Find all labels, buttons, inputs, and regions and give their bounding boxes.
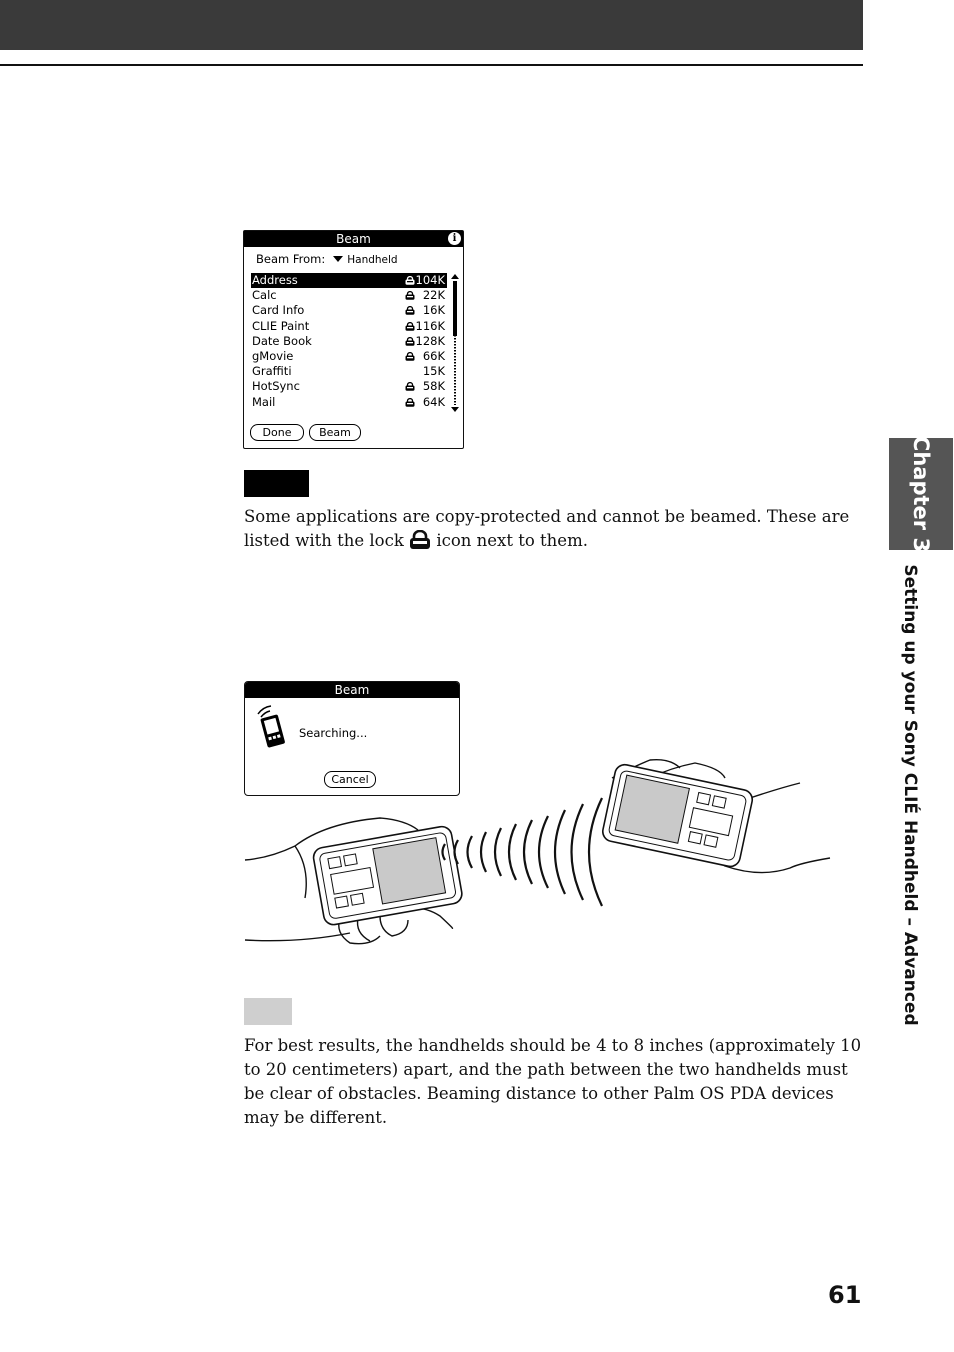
list-item[interactable] (251, 334, 447, 349)
beam-dialog-title: Beam i (244, 231, 463, 247)
scroll-thumb[interactable] (453, 281, 457, 336)
app-size: 16K (422, 303, 445, 318)
note-paragraph: Some applications are copy-protected and cannot be beamed. These are listed with the lock icon next to them. (244, 507, 850, 550)
app-size: 64K (422, 394, 445, 409)
app-name: Graffiti (252, 364, 292, 379)
beam-dialog-screenshot (243, 230, 464, 449)
app-size: 128K (415, 333, 445, 348)
lock-icon (405, 291, 415, 300)
list-item[interactable] (251, 288, 447, 303)
chapter-label: Chapter 3 (909, 435, 933, 553)
tip-paragraph: For best results, the handhelds should be 4 to 8 inches (approximately 10 to 20 centimeters) apart, and the path between the two handhelds must be clear of obstacles. Beaming distance to other Palm OS PDA devices may be different. (244, 1036, 862, 1127)
app-name: Address (252, 273, 298, 287)
beaming-handhelds-illustration (240, 748, 840, 958)
scroll-down-arrow-icon[interactable] (451, 407, 459, 412)
beam-button[interactable]: Beam (309, 424, 361, 441)
tip-label-box (244, 998, 292, 1025)
app-name: CLIE Paint (252, 318, 310, 333)
app-name: HotSync (252, 379, 300, 394)
beam-from-value[interactable]: Handheld (347, 254, 398, 266)
app-name: Calc (252, 288, 277, 303)
app-size: 22K (422, 288, 445, 303)
done-button[interactable]: Done (250, 424, 304, 441)
section-title-vertical (889, 562, 931, 1028)
list-item[interactable] (251, 303, 447, 318)
info-icon[interactable]: i (448, 232, 461, 245)
app-size: 116K (415, 318, 445, 333)
list-item[interactable] (251, 319, 447, 334)
header-rule (0, 64, 863, 66)
lock-icon (409, 530, 431, 550)
dropdown-arrow-icon[interactable] (333, 256, 343, 262)
chapter-tab (889, 435, 953, 553)
list-item[interactable] (251, 349, 447, 364)
section-title-text: Setting up your Sony CLIÉ Handheld – Advanced (900, 564, 920, 1026)
lock-icon (405, 382, 415, 391)
app-name: gMovie (252, 348, 294, 363)
app-name: Date Book (252, 333, 312, 348)
app-name: Mail (252, 394, 276, 409)
searching-status: Searching... (299, 726, 368, 740)
list-item[interactable] (251, 364, 447, 379)
list-item[interactable] (251, 395, 447, 410)
note-label-box (244, 470, 309, 497)
application-list (251, 273, 447, 410)
list-scrollbar[interactable] (451, 274, 459, 412)
searching-dialog-title: Beam (245, 682, 459, 698)
page-number: 61 (828, 1281, 862, 1309)
app-size: 66K (422, 348, 445, 363)
lock-icon (405, 276, 415, 285)
app-name: Card Info (252, 303, 305, 318)
lock-icon (405, 337, 415, 346)
lock-icon (405, 398, 415, 407)
cancel-button[interactable]: Cancel (324, 771, 376, 788)
list-item[interactable] (251, 273, 447, 288)
beam-from-label: Beam From: (256, 252, 326, 266)
beam-from-row (256, 252, 398, 266)
app-size: 58K (422, 379, 445, 394)
lock-icon (405, 306, 415, 315)
beaming-handheld-icon (255, 704, 289, 752)
lock-icon (405, 352, 415, 361)
scroll-up-arrow-icon[interactable] (451, 274, 459, 279)
list-item[interactable] (251, 379, 447, 394)
app-size: 104K (415, 273, 445, 287)
header-band (0, 0, 863, 50)
lock-icon (405, 322, 415, 331)
app-size: 15K (422, 364, 445, 379)
